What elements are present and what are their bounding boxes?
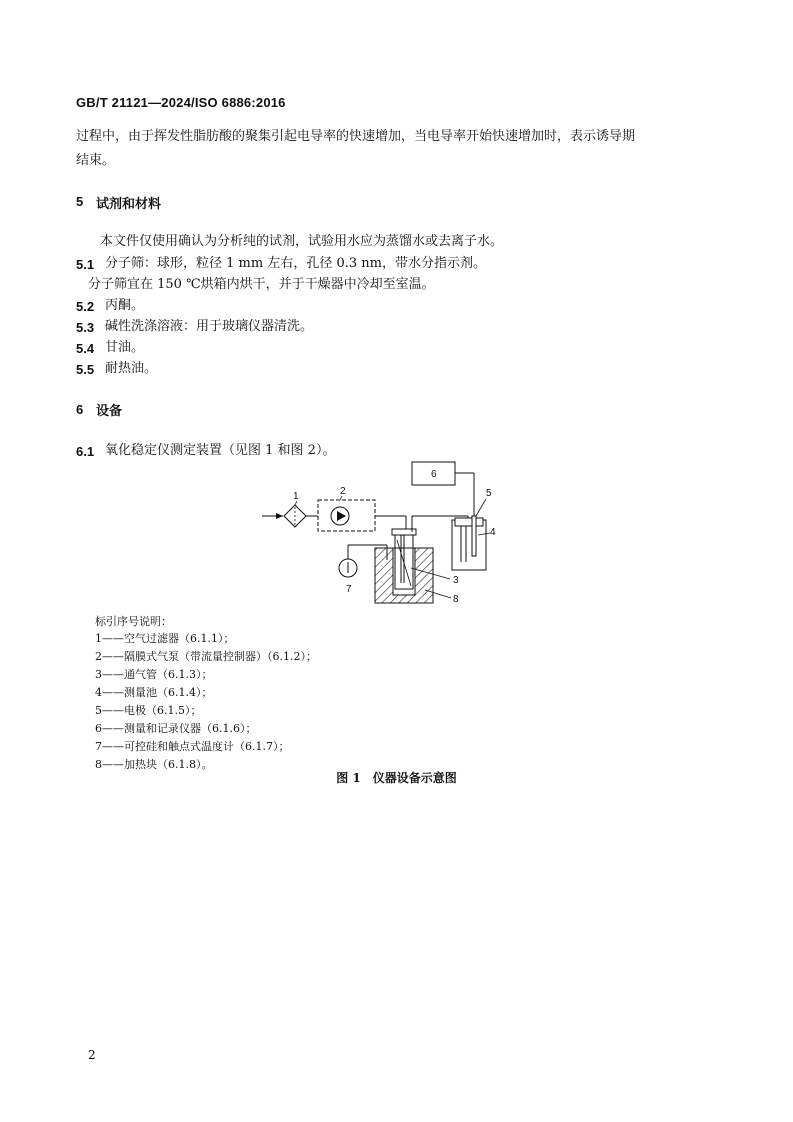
figure-label-8: 8 xyxy=(453,594,459,605)
item-5-3-text: 碱性洗涤溶液：用于玻璃仪器清洗。 xyxy=(105,319,314,334)
figure-label-3: 3 xyxy=(453,575,459,586)
item-5-3-number: 5.3 xyxy=(76,320,95,335)
legend-item: 2——隔膜式气泵（带流量控制器）（6.1.2）； xyxy=(95,650,317,663)
section-5-intro: 本文件仅使用确认为分析纯的试剂，试验用水应为蒸馏水或去离子水。 xyxy=(100,234,504,249)
air-inlet-arrow xyxy=(262,513,283,519)
item-5-1-note: 分子筛宜在 150 ℃烘箱内烘干，并于干燥器中冷却至室温。 xyxy=(88,277,435,292)
legend-item: 3——通气管（6.1.3）； xyxy=(95,668,213,681)
intro-line-1: 过程中，由于挥发性脂肪酸的聚集引起电导率的快速增加，当电导率开始快速增加时，表示诱导期 xyxy=(76,129,636,144)
air-filter xyxy=(284,505,306,527)
section-5-title: 试剂和材料 xyxy=(96,197,162,212)
item-5-5-text: 耐热油。 xyxy=(105,361,158,376)
item-5-2-number: 5.2 xyxy=(76,299,95,314)
item-5-5-number: 5.5 xyxy=(76,362,95,377)
legend-item: 5——电极（6.1.5）； xyxy=(95,704,202,717)
legend-title: 标引序号说明： xyxy=(95,615,172,628)
figure-label-2: 2 xyxy=(340,486,346,497)
figure-label-5: 5 xyxy=(486,488,492,499)
figure-label-1: 1 xyxy=(293,491,299,502)
section-6-number: 6 xyxy=(76,402,84,417)
page-number: 2 xyxy=(88,1048,96,1062)
item-5-4-number: 5.4 xyxy=(76,341,95,356)
item-5-1-text: 分子筛：球形，粒径 1 mm 左右，孔径 0.3 nm，带水分指示剂。 xyxy=(105,256,486,271)
figure-label-7: 7 xyxy=(346,584,352,595)
item-6-1-text: 氧化稳定仪测定装置（见图 1 和图 2）。 xyxy=(105,443,336,458)
figure-label-6: 6 xyxy=(431,469,437,480)
figure-caption: 图 1 仪器设备示意图 xyxy=(336,771,457,785)
intro-line-2: 结束。 xyxy=(76,153,116,168)
section-6-title: 设备 xyxy=(96,404,123,419)
electrode xyxy=(472,516,476,556)
item-6-1-number: 6.1 xyxy=(76,444,95,459)
legend-item: 7——可控硅和触点式温度计（6.1.7）； xyxy=(95,740,290,753)
figure-label-4: 4 xyxy=(490,527,496,538)
legend-item: 4——测量池（6.1.4）； xyxy=(95,686,213,699)
standard-code-header: GB/T 21121—2024/ISO 6886:2016 xyxy=(76,95,286,110)
legend-item: 8——加热块（6.1.8）。 xyxy=(95,758,213,771)
measuring-cell xyxy=(452,518,486,570)
legend-item: 1——空气过滤器（6.1.1）； xyxy=(95,632,235,645)
item-5-1-number: 5.1 xyxy=(76,257,95,272)
legend-item: 6——测量和记录仪器（6.1.6）； xyxy=(95,722,257,735)
section-5-number: 5 xyxy=(76,194,84,209)
item-5-2-text: 丙酮。 xyxy=(105,298,145,313)
item-5-4-text: 甘油。 xyxy=(105,340,145,355)
diaphragm-pump xyxy=(318,500,375,531)
